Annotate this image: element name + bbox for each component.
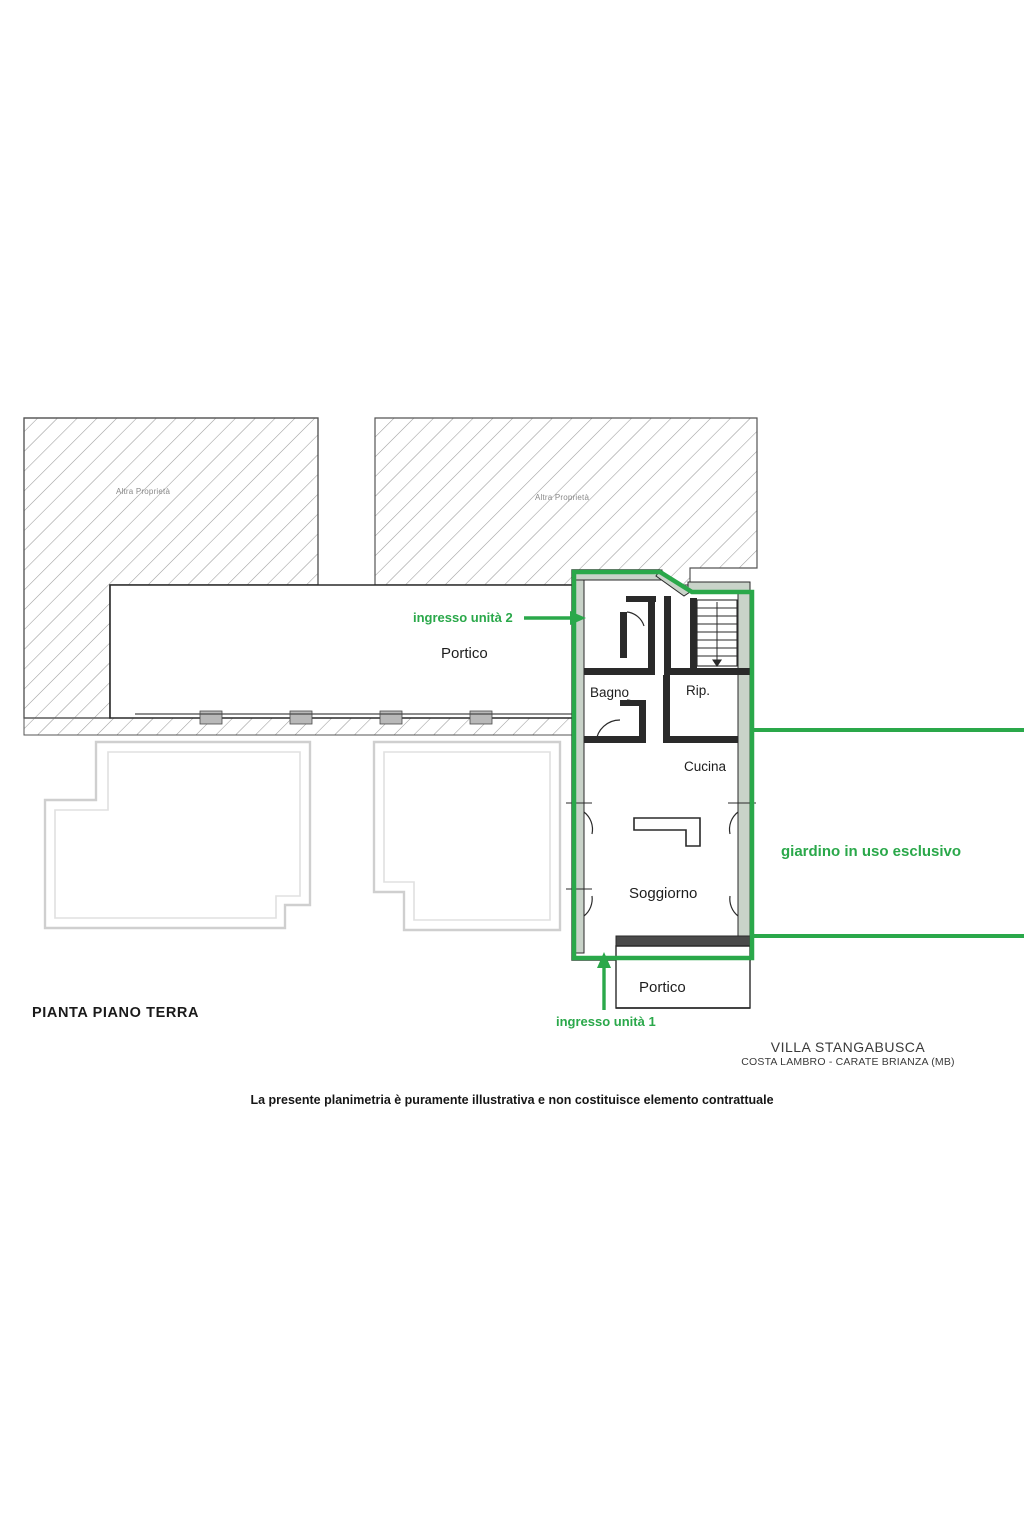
disclaimer-text: La presente planimetria è puramente illustrativa e non costituisce elemento contrattuale	[250, 1093, 774, 1107]
room-label-cucina: Cucina	[684, 759, 727, 774]
room-label-rip: Rip.	[686, 683, 711, 698]
annotation-giardino: giardino in uso esclusivo	[781, 843, 962, 860]
villa-location: COSTA LAMBRO - CARATE BRIANZA (MB)	[741, 1056, 955, 1068]
room-label-portico-bottom: Portico	[639, 979, 686, 996]
room-label-soggiorno: Soggiorno	[629, 885, 698, 902]
portico-outline	[110, 585, 575, 724]
portico-bottom-outline	[616, 946, 750, 1008]
annotation-ingresso-unita-2: ingresso unità 2	[413, 610, 513, 625]
neighbor-label-right: Altra Proprietà	[535, 493, 590, 502]
neighbor-label-left: Altra Proprietà	[116, 487, 171, 496]
page-title: PIANTA PIANO TERRA	[32, 1005, 200, 1021]
annotation-ingresso-unita-1: ingresso unità 1	[556, 1014, 656, 1029]
room-label-bagno: Bagno	[590, 685, 630, 700]
garden-boundary-lines	[752, 730, 1024, 936]
room-label-portico-top: Portico	[441, 645, 488, 662]
garden-courtyard-outlines	[45, 742, 560, 930]
villa-name: VILLA STANGABUSCA	[770, 1039, 926, 1055]
